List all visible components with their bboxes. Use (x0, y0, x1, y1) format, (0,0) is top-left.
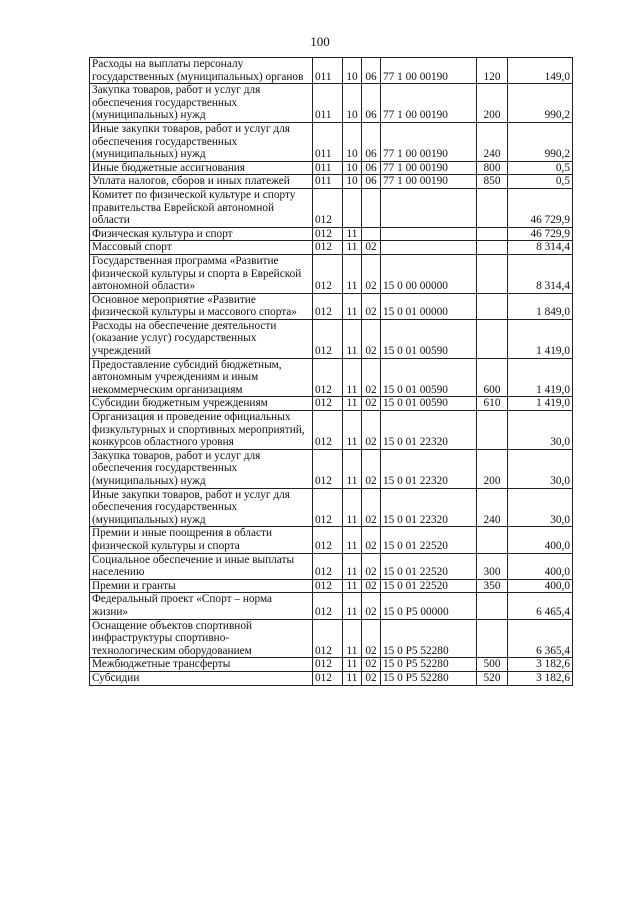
section-code: 10 (343, 161, 362, 175)
amount: 0,5 (508, 161, 573, 175)
section-code: 11 (343, 319, 362, 358)
ministry-code: 012 (313, 671, 343, 685)
expense-type-code (477, 411, 508, 450)
ministry-code: 011 (313, 122, 343, 161)
ministry-code: 011 (313, 175, 343, 189)
expense-type-code: 850 (477, 175, 508, 189)
ministry-code: 012 (313, 411, 343, 450)
expense-type-code: 200 (477, 84, 508, 123)
target-article-code: 15 0 01 22320 (381, 411, 477, 450)
table-row (90, 553, 573, 579)
target-article-code (381, 188, 477, 227)
table-row (90, 449, 573, 488)
row-name: Расходы на выплаты персоналу государственных (муниципальных) органов (90, 58, 313, 84)
section-code: 11 (343, 527, 362, 553)
ministry-code: 012 (313, 358, 343, 397)
subsection-code: 02 (362, 241, 381, 255)
table-row (90, 175, 573, 189)
amount: 8 314,4 (508, 241, 573, 255)
table-row (90, 593, 573, 619)
ministry-code: 012 (313, 254, 343, 293)
ministry-code: 012 (313, 619, 343, 658)
amount: 400,0 (508, 553, 573, 579)
row-name: Предоставление субсидий бюджетным, автономным учреждениям и иным некоммерческим организациям (90, 358, 313, 397)
table-row (90, 58, 573, 84)
subsection-code: 02 (362, 358, 381, 397)
ministry-code: 011 (313, 58, 343, 84)
section-code: 11 (343, 293, 362, 319)
ministry-code: 012 (313, 319, 343, 358)
expense-type-code: 610 (477, 397, 508, 411)
expense-type-code (477, 527, 508, 553)
section-code: 11 (343, 593, 362, 619)
section-code: 11 (343, 488, 362, 527)
section-code: 11 (343, 449, 362, 488)
table-row (90, 488, 573, 527)
table-row (90, 293, 573, 319)
target-article-code: 15 0 01 00590 (381, 358, 477, 397)
target-article-code: 15 0 01 00590 (381, 319, 477, 358)
subsection-code: 06 (362, 161, 381, 175)
row-name: Физическая культура и спорт (90, 227, 313, 241)
expense-type-code: 120 (477, 58, 508, 84)
expense-type-code (477, 593, 508, 619)
budget-table (89, 57, 573, 686)
subsection-code: 02 (362, 553, 381, 579)
ministry-code: 012 (313, 658, 343, 672)
ministry-code: 011 (313, 161, 343, 175)
amount: 1 419,0 (508, 397, 573, 411)
amount: 990,2 (508, 84, 573, 123)
ministry-code: 012 (313, 397, 343, 411)
subsection-code (362, 227, 381, 241)
target-article-code: 77 1 00 00190 (381, 161, 477, 175)
expense-type-code: 500 (477, 658, 508, 672)
ministry-code: 012 (313, 188, 343, 227)
subsection-code: 02 (362, 411, 381, 450)
section-code: 11 (343, 397, 362, 411)
amount: 149,0 (508, 58, 573, 84)
section-code: 11 (343, 553, 362, 579)
ministry-code: 012 (313, 449, 343, 488)
section-code: 11 (343, 411, 362, 450)
target-article-code: 15 0 01 00590 (381, 397, 477, 411)
ministry-code: 012 (313, 527, 343, 553)
expense-type-code: 800 (477, 161, 508, 175)
subsection-code: 02 (362, 397, 381, 411)
subsection-code: 02 (362, 254, 381, 293)
section-code: 11 (343, 619, 362, 658)
expense-type-code (477, 293, 508, 319)
target-article-code: 15 0 P5 52280 (381, 671, 477, 685)
expense-type-code: 200 (477, 449, 508, 488)
section-code: 11 (343, 658, 362, 672)
target-article-code: 15 0 01 00000 (381, 293, 477, 319)
row-name: Иные бюджетные ассигнования (90, 161, 313, 175)
expense-type-code (477, 241, 508, 255)
table-row (90, 619, 573, 658)
target-article-code: 15 0 00 00000 (381, 254, 477, 293)
expense-type-code: 300 (477, 553, 508, 579)
subsection-code: 02 (362, 619, 381, 658)
subsection-code: 02 (362, 579, 381, 593)
section-code: 11 (343, 227, 362, 241)
amount: 1 419,0 (508, 319, 573, 358)
table-row (90, 161, 573, 175)
row-name: Закупка товаров, работ и услуг для обеспечения государственных (муниципальных) нужд (90, 449, 313, 488)
row-name: Субсидии бюджетным учреждениям (90, 397, 313, 411)
table-row (90, 411, 573, 450)
subsection-code: 02 (362, 488, 381, 527)
subsection-code: 06 (362, 58, 381, 84)
target-article-code: 77 1 00 00190 (381, 58, 477, 84)
table-row (90, 122, 573, 161)
row-name: Уплата налогов, сборов и иных платежей (90, 175, 313, 189)
table-row (90, 84, 573, 123)
amount: 400,0 (508, 527, 573, 553)
amount: 30,0 (508, 449, 573, 488)
subsection-code: 02 (362, 319, 381, 358)
amount: 46 729,9 (508, 188, 573, 227)
expense-type-code (477, 188, 508, 227)
subsection-code (362, 188, 381, 227)
amount: 3 182,6 (508, 658, 573, 672)
row-name: Закупка товаров, работ и услуг для обеспечения государственных (муниципальных) нужд (90, 84, 313, 123)
target-article-code (381, 227, 477, 241)
row-name: Массовый спорт (90, 241, 313, 255)
table-row (90, 241, 573, 255)
row-name: Расходы на обеспечение деятельности (оказание услуг) государственных учреждений (90, 319, 313, 358)
target-article-code: 15 0 01 22320 (381, 449, 477, 488)
table-row (90, 319, 573, 358)
subsection-code: 06 (362, 175, 381, 189)
ministry-code: 012 (313, 553, 343, 579)
table-row (90, 188, 573, 227)
ministry-code: 012 (313, 227, 343, 241)
row-name: Государственная программа «Развитие физической культуры и спорта в Еврейской автономной области» (90, 254, 313, 293)
amount: 990,2 (508, 122, 573, 161)
expense-type-code: 600 (477, 358, 508, 397)
target-article-code: 15 0 01 22520 (381, 579, 477, 593)
target-article-code: 77 1 00 00190 (381, 175, 477, 189)
amount: 400,0 (508, 579, 573, 593)
row-name: Иные закупки товаров, работ и услуг для обеспечения государственных (муниципальных) нужд (90, 488, 313, 527)
table-row (90, 358, 573, 397)
subsection-code: 06 (362, 122, 381, 161)
amount: 8 314,4 (508, 254, 573, 293)
page-number: 100 (310, 34, 330, 49)
section-code: 10 (343, 122, 362, 161)
amount: 6 365,4 (508, 619, 573, 658)
ministry-code: 012 (313, 488, 343, 527)
ministry-code: 012 (313, 579, 343, 593)
subsection-code: 02 (362, 671, 381, 685)
amount: 46 729,9 (508, 227, 573, 241)
row-name: Премии и гранты (90, 579, 313, 593)
expense-type-code (477, 619, 508, 658)
target-article-code (381, 241, 477, 255)
target-article-code: 15 0 P5 00000 (381, 593, 477, 619)
expense-type-code: 240 (477, 122, 508, 161)
expense-type-code (477, 254, 508, 293)
table-row (90, 671, 573, 685)
row-name: Организация и проведение официальных физкультурных и спортивных мероприятий, конкурсов областного уровня (90, 411, 313, 450)
section-code: 10 (343, 175, 362, 189)
section-code: 11 (343, 671, 362, 685)
section-code (343, 188, 362, 227)
expense-type-code: 350 (477, 579, 508, 593)
subsection-code: 02 (362, 293, 381, 319)
row-name: Субсидии (90, 671, 313, 685)
row-name: Премии и иные поощрения в области физической культуры и спорта (90, 527, 313, 553)
amount: 6 465,4 (508, 593, 573, 619)
ministry-code: 011 (313, 84, 343, 123)
ministry-code: 012 (313, 293, 343, 319)
section-code: 11 (343, 579, 362, 593)
section-code: 11 (343, 241, 362, 255)
row-name: Федеральный проект «Спорт – норма жизни» (90, 593, 313, 619)
subsection-code: 02 (362, 527, 381, 553)
amount: 3 182,6 (508, 671, 573, 685)
table-row (90, 397, 573, 411)
table-row (90, 254, 573, 293)
ministry-code: 012 (313, 241, 343, 255)
target-article-code: 15 0 01 22520 (381, 527, 477, 553)
target-article-code: 15 0 01 22520 (381, 553, 477, 579)
expense-type-code: 240 (477, 488, 508, 527)
subsection-code: 02 (362, 658, 381, 672)
section-code: 10 (343, 84, 362, 123)
amount: 1 419,0 (508, 358, 573, 397)
target-article-code: 77 1 00 00190 (381, 84, 477, 123)
amount: 30,0 (508, 488, 573, 527)
budget-table-body (90, 58, 573, 686)
subsection-code: 02 (362, 449, 381, 488)
row-name: Иные закупки товаров, работ и услуг для обеспечения государственных (муниципальных) нужд (90, 122, 313, 161)
expense-type-code (477, 319, 508, 358)
expense-type-code: 520 (477, 671, 508, 685)
table-row (90, 227, 573, 241)
amount: 30,0 (508, 411, 573, 450)
amount: 1 849,0 (508, 293, 573, 319)
section-code: 11 (343, 358, 362, 397)
target-article-code: 15 0 01 22320 (381, 488, 477, 527)
target-article-code: 77 1 00 00190 (381, 122, 477, 161)
section-code: 10 (343, 58, 362, 84)
ministry-code: 012 (313, 593, 343, 619)
row-name: Основное мероприятие «Развитие физической культуры и массового спорта» (90, 293, 313, 319)
row-name: Оснащение объектов спортивной инфраструктуры спортивно-технологическим оборудованием (90, 619, 313, 658)
subsection-code: 06 (362, 84, 381, 123)
target-article-code: 15 0 P5 52280 (381, 658, 477, 672)
table-row (90, 579, 573, 593)
row-name: Комитет по физической культуре и спорту правительства Еврейской автономной области (90, 188, 313, 227)
table-row (90, 658, 573, 672)
section-code: 11 (343, 254, 362, 293)
subsection-code: 02 (362, 593, 381, 619)
row-name: Межбюджетные трансферты (90, 658, 313, 672)
table-row (90, 527, 573, 553)
amount: 0,5 (508, 175, 573, 189)
row-name: Социальное обеспечение и иные выплаты населению (90, 553, 313, 579)
target-article-code: 15 0 P5 52280 (381, 619, 477, 658)
expense-type-code (477, 227, 508, 241)
